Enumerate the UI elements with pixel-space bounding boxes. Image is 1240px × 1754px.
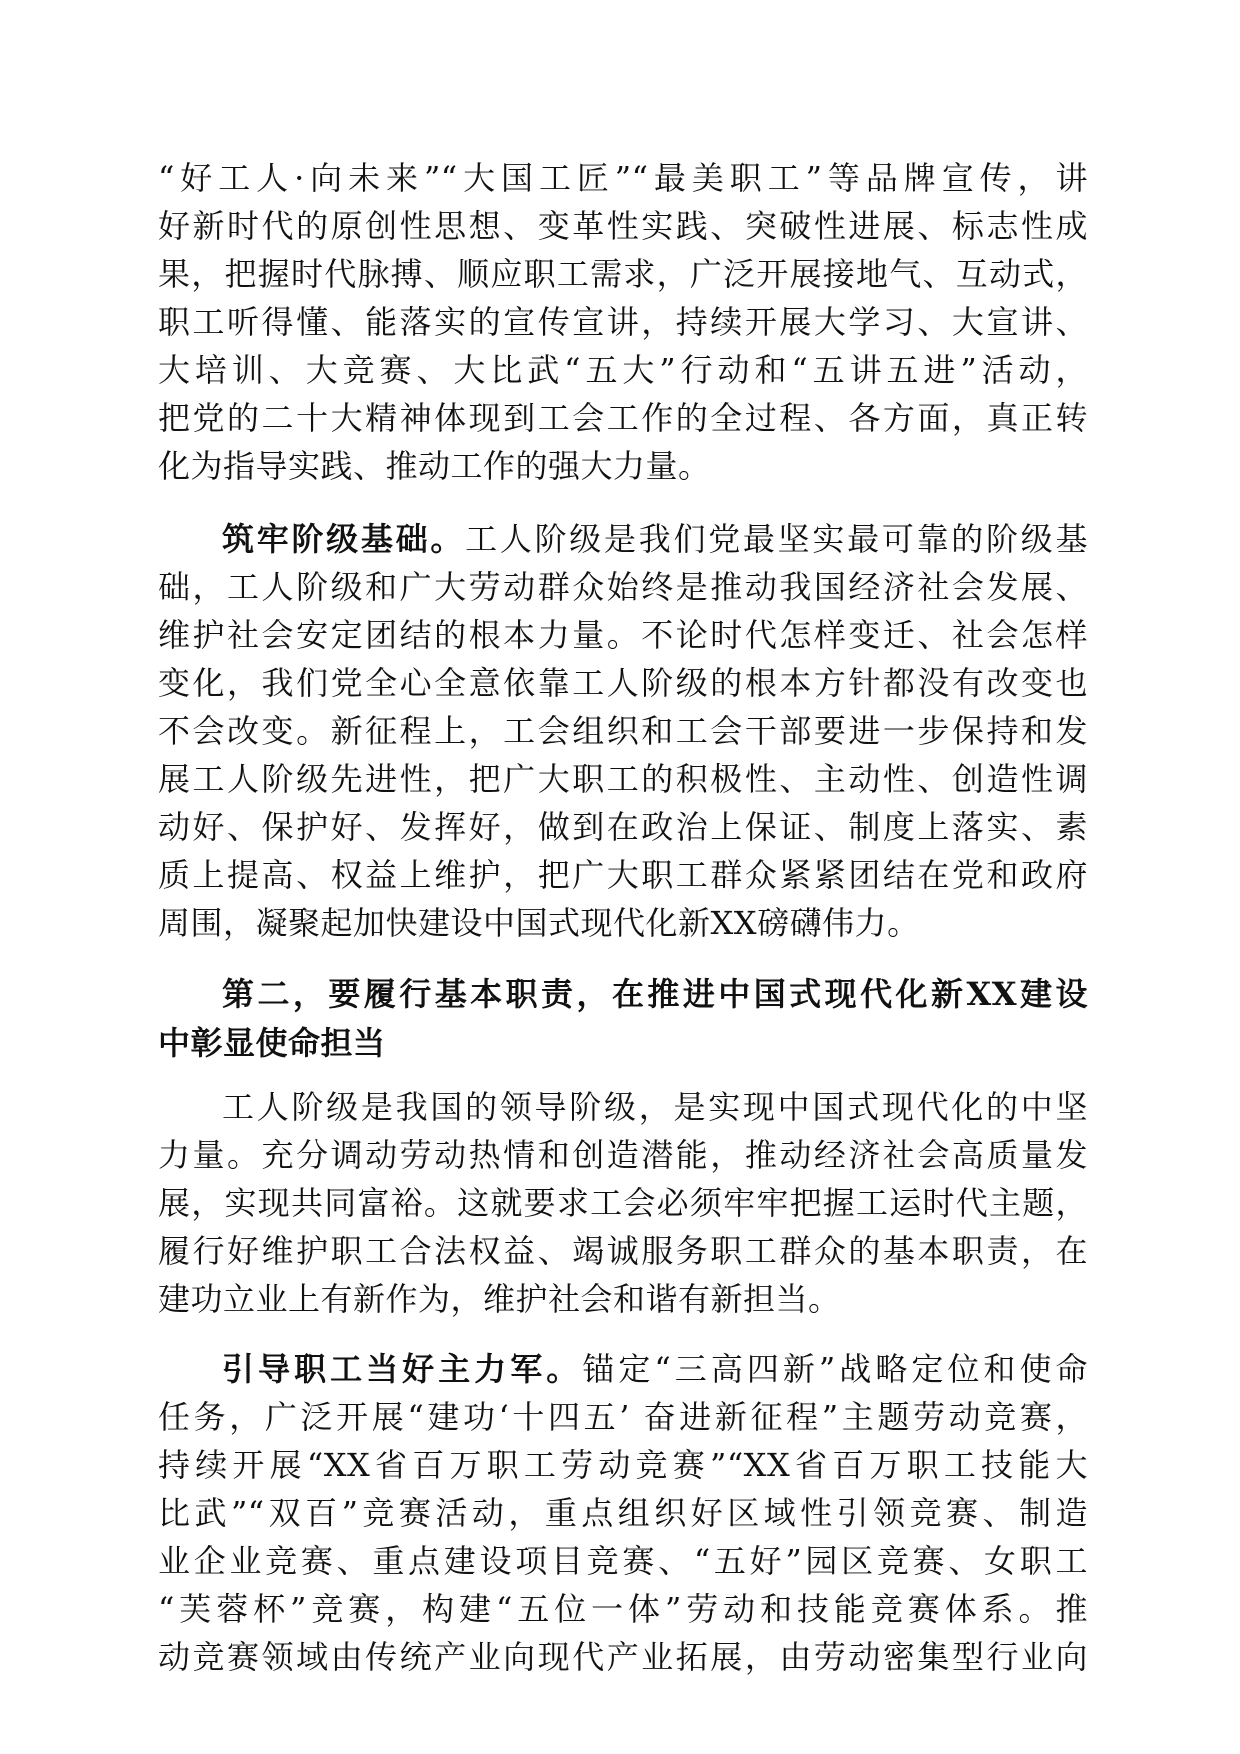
paragraph-line: 础，工人阶级和广大劳动群众始终是推动我国经济社会发展、	[158, 568, 1088, 606]
paragraph-line	[158, 515, 1088, 563]
paragraph-line: 维护社会安定团结的根本力量。不论时代怎样变迁、社会怎样	[158, 616, 1088, 654]
paragraph-line: “好工人·向未来”“大国工匠”“最美职工”等品牌宣传，讲	[158, 159, 1088, 197]
paragraph-line: 建功立业上有新作为，维护社会和谐有新担当。	[158, 1280, 841, 1318]
paragraph-line: 业企业竞赛、重点建设项目竞赛、“五好”园区竞赛、女职工	[158, 1542, 1088, 1580]
paragraph-line: 履行好维护职工合法权益、竭诚服务职工群众的基本职责，在	[158, 1232, 1088, 1270]
paragraph-line: 工人阶级是我国的领导阶级，是实现中国式现代化的中坚	[222, 1088, 1088, 1126]
paragraph-line: 力量。充分调动劳动热情和创造潜能，推动经济社会高质量发	[158, 1136, 1088, 1174]
paragraph-line: “芙蓉杯”竞赛，构建“五位一体”劳动和技能竞赛体系。推	[158, 1590, 1088, 1628]
paragraph-line: 持续开展“XX省百万职工劳动竞赛”“XX省百万职工技能大	[158, 1446, 1088, 1484]
paragraph-line: 职工听得懂、能落实的宣传宣讲，持续开展大学习、大宣讲、	[158, 303, 1088, 341]
paragraph-line: 化为指导实践、推动工作的强大力量。	[158, 447, 711, 485]
paragraph-line-text: 锚定“三高四新”战略定位和使命	[582, 1350, 1088, 1388]
section-heading-continued: 中彰显使命担当	[158, 1024, 386, 1062]
paragraph-line: 比武”“双百”竞赛活动，重点组织好区域性引领竞赛、制造	[158, 1494, 1088, 1532]
paragraph-line-text: 工人阶级是我们党最坚实最可靠的阶级基	[465, 520, 1088, 558]
section-heading: 第二，要履行基本职责，在推进中国式现代化新XX建设	[222, 975, 1088, 1013]
paragraph-line: 周围，凝聚起加快建设中国式现代化新XX磅礴伟力。	[158, 904, 920, 942]
paragraph-line	[158, 1345, 1088, 1393]
paragraph-line: 展工人阶级先进性，把广大职工的积极性、主动性、创造性调	[158, 760, 1088, 798]
paragraph-line: 不会改变。新征程上，工会组织和工会干部要进一步保持和发	[158, 712, 1088, 750]
paragraph-line: 好新时代的原创性思想、变革性实践、突破性进展、标志性成	[158, 207, 1088, 245]
paragraph-line: 动竞赛领域由传统产业向现代产业拓展，由劳动密集型行业向	[158, 1638, 1088, 1676]
paragraph-line: 任务，广泛开展“建功‘十四五’ 奋进新征程”主题劳动竞赛，	[158, 1398, 1088, 1436]
paragraph-line: 展，实现共同富裕。这就要求工会必须牢牢把握工运时代主题，	[158, 1184, 1088, 1222]
paragraph-line: 把党的二十大精神体现到工会工作的全过程、各方面，真正转	[158, 399, 1088, 437]
paragraph-line: 果，把握时代脉搏、顺应职工需求，广泛开展接地气、互动式，	[158, 255, 1088, 293]
paragraph-line: 质上提高、权益上维护，把广大职工群众紧紧团结在党和政府	[158, 856, 1088, 894]
inline-heading-foundation: 筑牢阶级基础。	[222, 520, 466, 558]
paragraph-line: 变化，我们党全心全意依靠工人阶级的根本方针都没有改变也	[158, 664, 1088, 702]
paragraph-line: 动好、保护好、发挥好，做到在政治上保证、制度上落实、素	[158, 808, 1088, 846]
inline-heading-main-force: 引导职工当好主力军。	[222, 1350, 583, 1388]
paragraph-line: 大培训、大竞赛、大比武“五大”行动和“五讲五进”活动，	[158, 351, 1088, 389]
